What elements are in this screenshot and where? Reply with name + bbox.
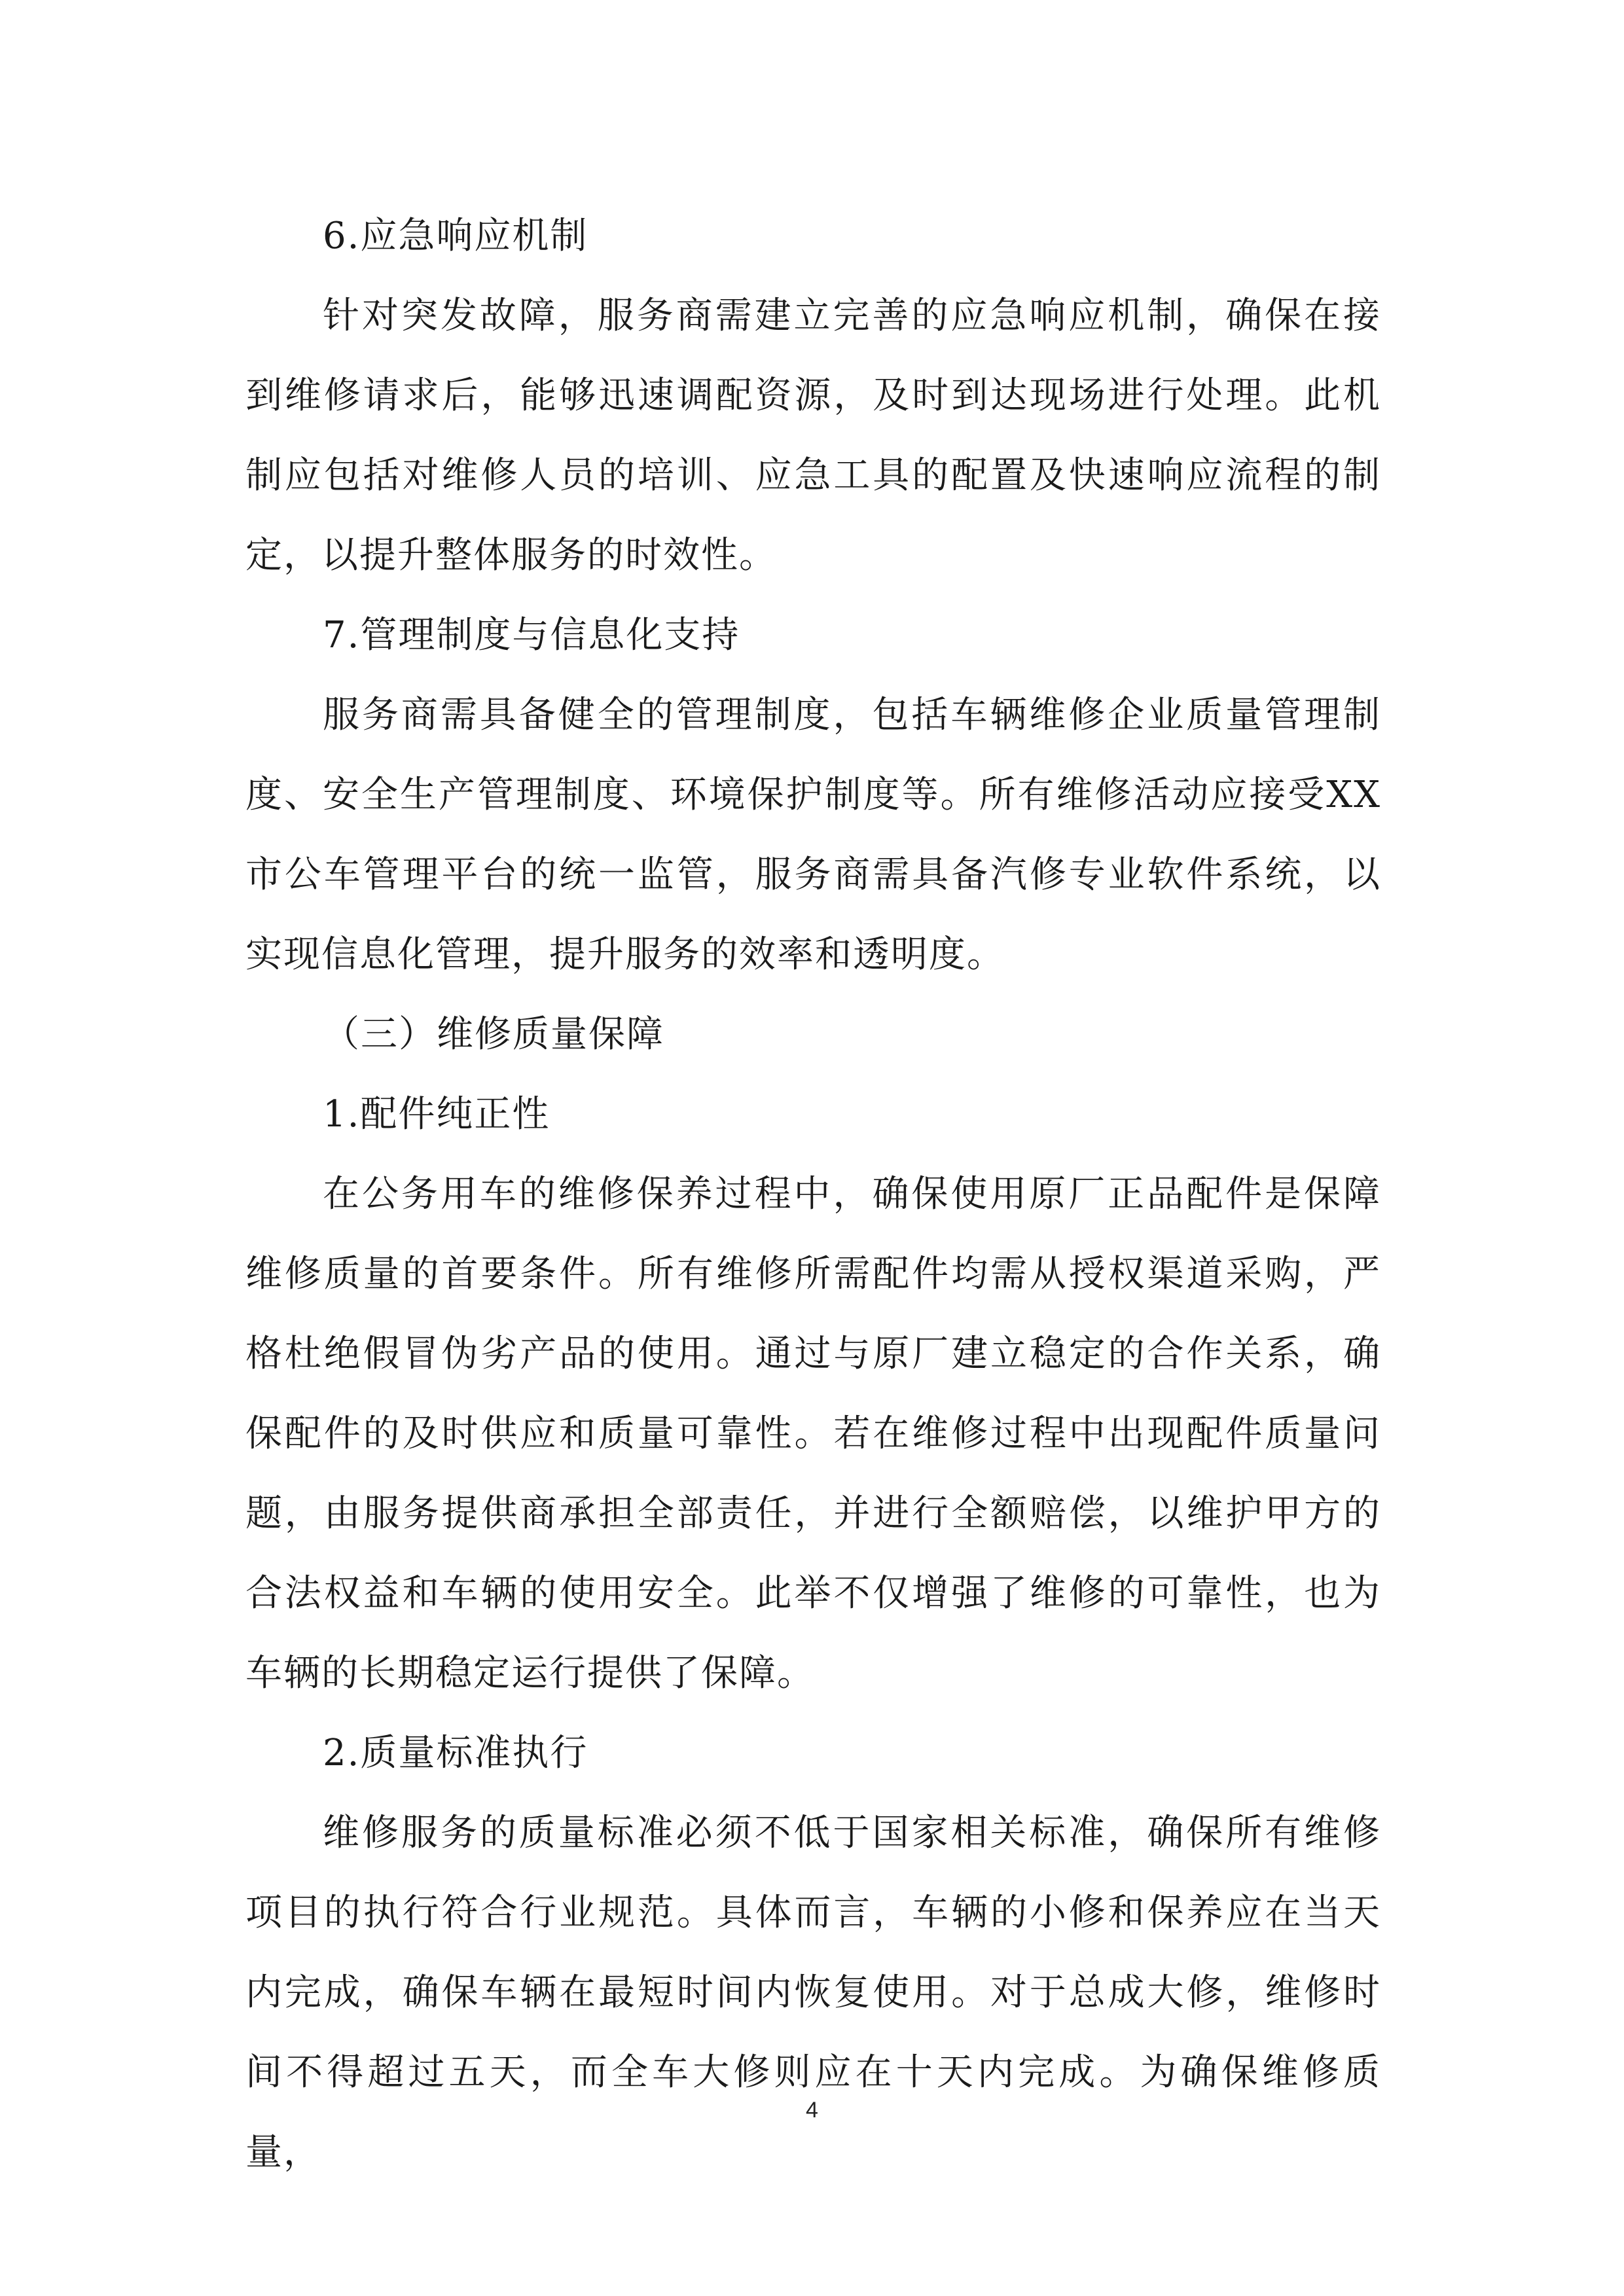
section-heading-quality-assurance: （三）维修质量保障 xyxy=(323,1013,664,1056)
paragraph-parts-authenticity: 在公务用车的维修保养过程中，确保使用原厂正品配件是保障维修质量的首要条件。所有维修所需配件均需从授权渠道采购，严格杜绝假冒伪劣产品的使用。通过与原厂建立稳定的合作关系，确保配件的及时供应和质量可靠性。若在维修过程中出现配件质量问题，由服务提供商承担全部责任，并进行全额赔偿，以维护甲方的合法权益和车辆的使用安全。此举不仅增强了维修的可靠性，也为车辆的长期稳定运行提供了保障。 xyxy=(245,1173,1381,1695)
paragraph-quality-standards: 维修服务的质量标准必须不低于国家相关标准，确保所有维修项目的执行符合行业规范。具体而言，车辆的小修和保养应在当天内完成，确保车辆在最短时间内恢复使用。对于总成大修，维修时间不得超过五天，而全车大修则应在十天内完成。为确保维修质量， xyxy=(245,1812,1381,2174)
paragraph-emergency-response: 针对突发故障，服务商需建立完善的应急响应机制，确保在接到维修请求后，能够迅速调配资源，及时到达现场进行处理。此机制应包括对维修人员的培训、应急工具的配置及快速响应流程的制定，以提升整体服务的时效性。 xyxy=(245,295,1381,577)
section-heading-management-system: 7.管理制度与信息化支持 xyxy=(323,614,740,656)
section-heading-parts-authenticity: 1.配件纯正性 xyxy=(323,1093,550,1136)
section-heading-quality-standards: 2.质量标准执行 xyxy=(323,1732,588,1774)
paragraph-management-system: 服务商需具备健全的管理制度，包括车辆维修企业质量管理制度、安全生产管理制度、环境保护制度等。所有维修活动应接受XX市公车管理平台的统一监管，服务商需具备汽修专业软件系统，以实现信息化管理，提升服务的效率和透明度。 xyxy=(245,694,1381,976)
document-page xyxy=(245,196,1381,2193)
page-number: 4 xyxy=(806,2098,818,2123)
section-heading-emergency-response: 6.应急响应机制 xyxy=(323,215,588,257)
